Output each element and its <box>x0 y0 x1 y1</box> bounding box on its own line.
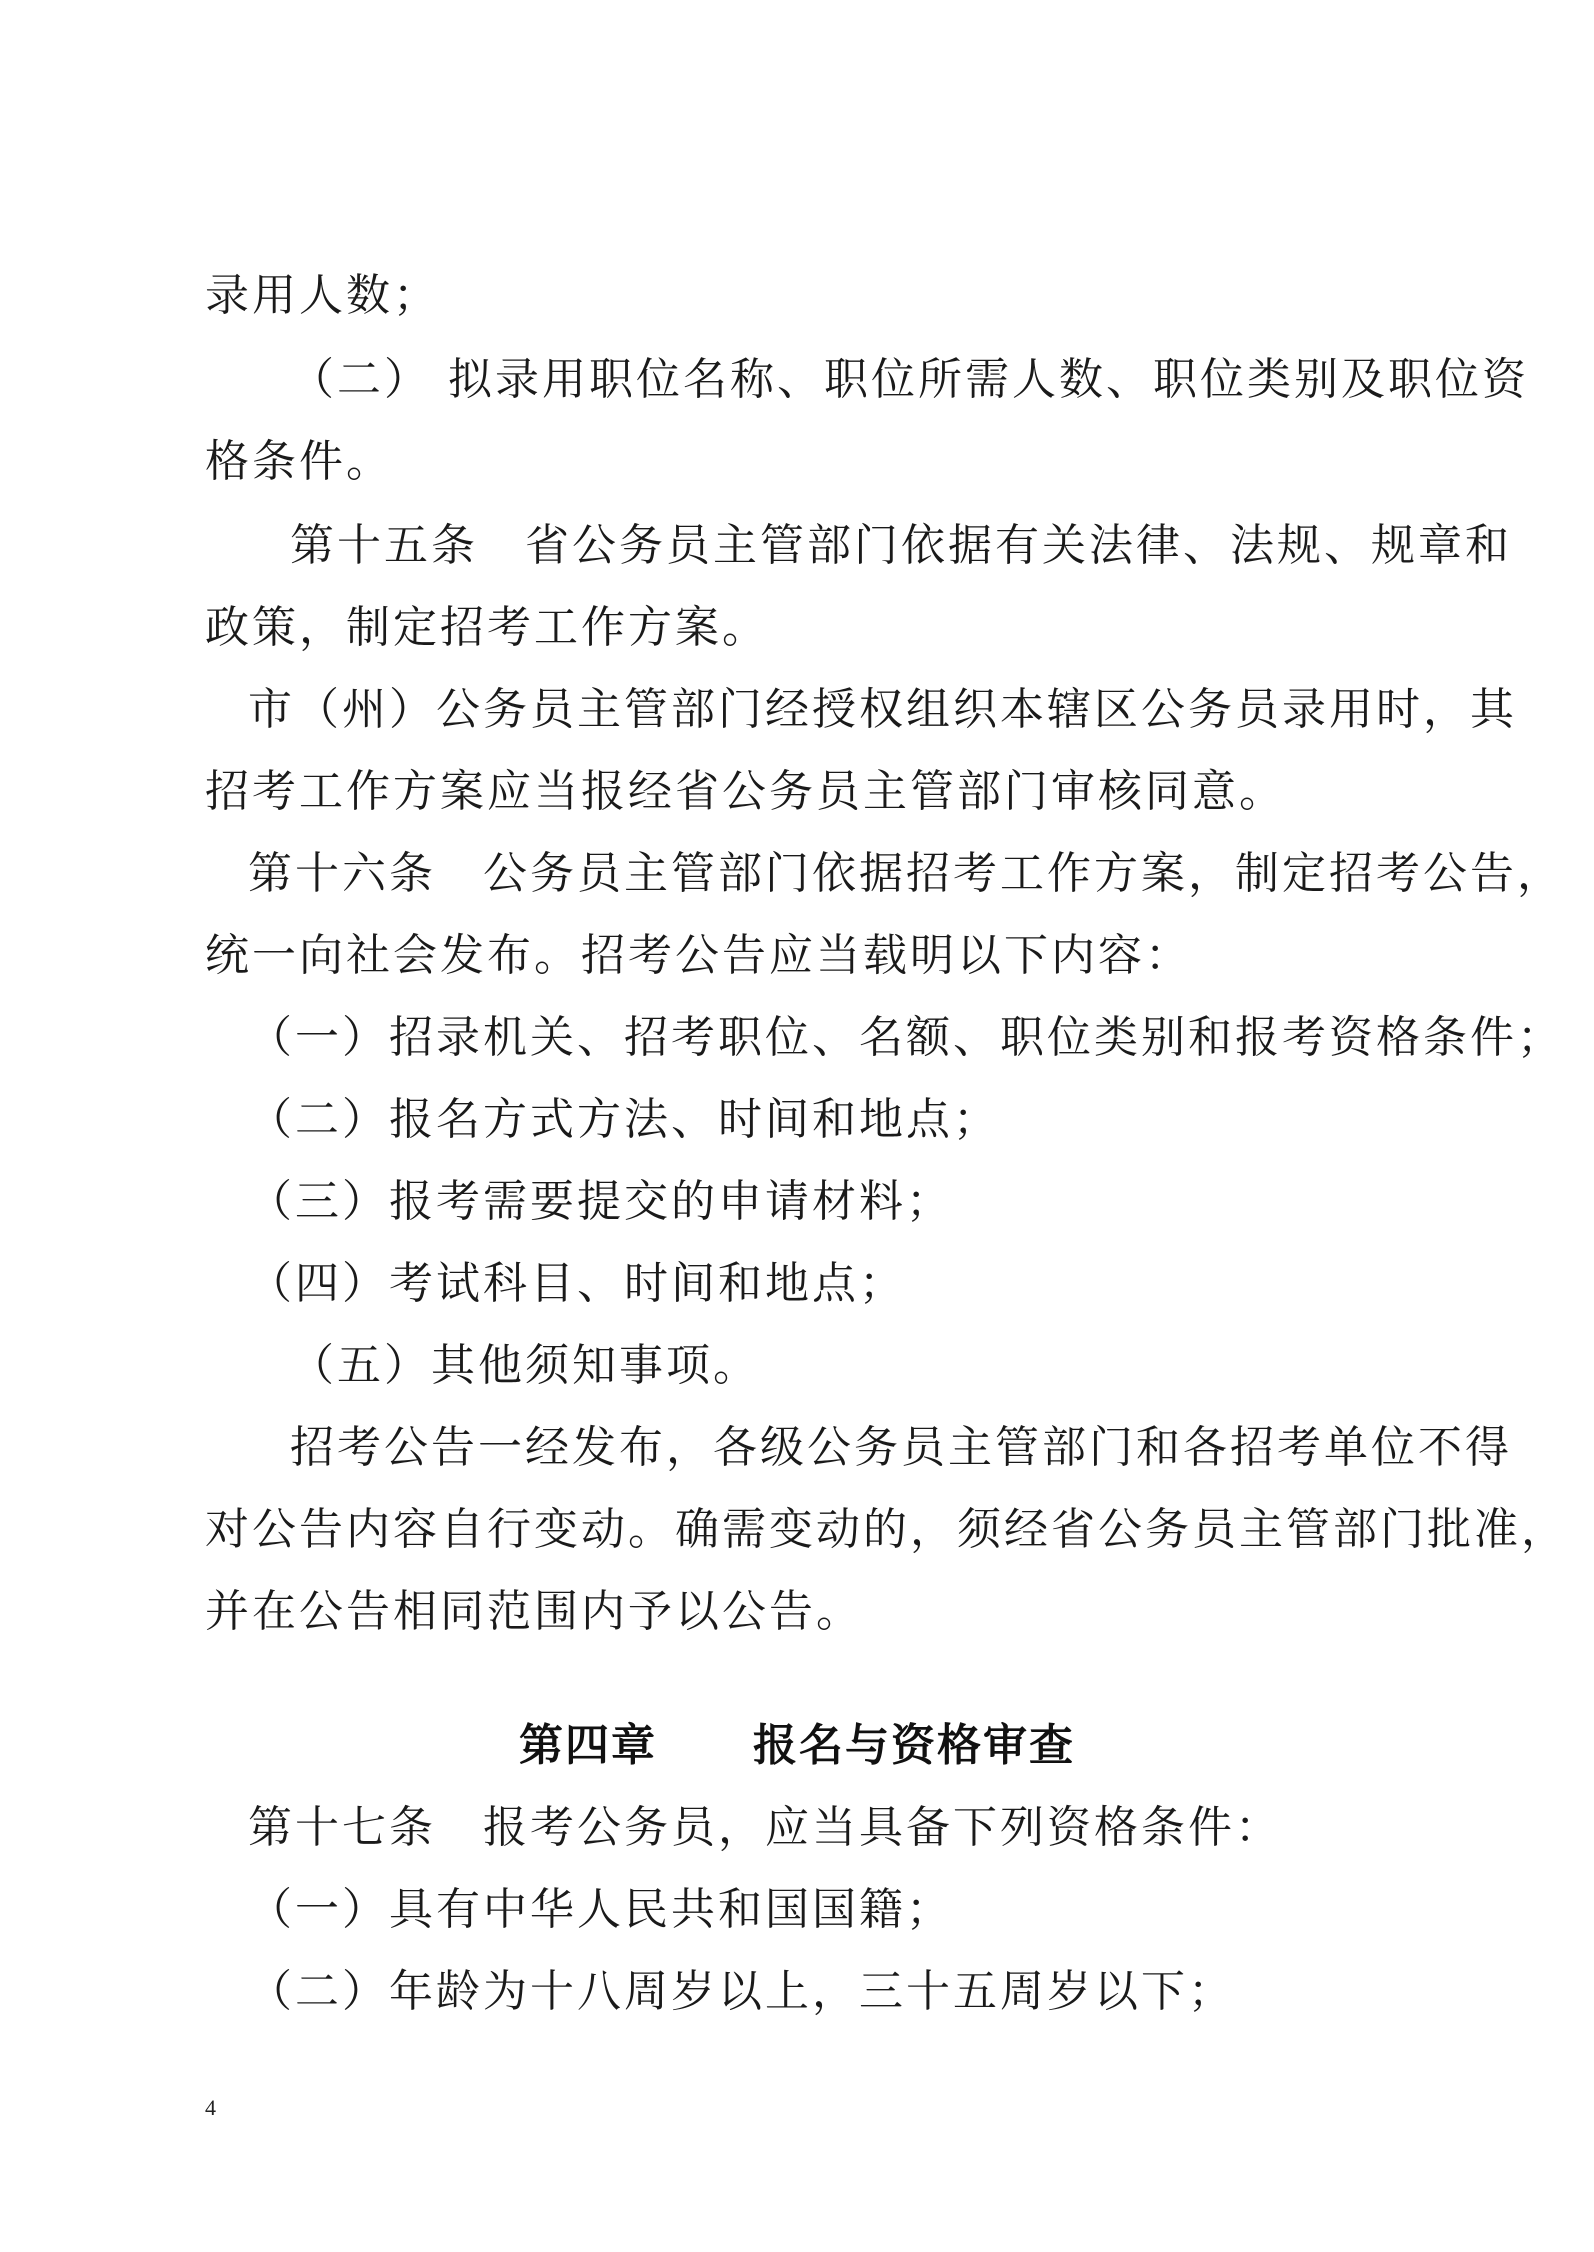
list-item: （四）考试科目、时间和地点； <box>248 1258 906 1309</box>
chapter-title: 报名与资格审查 <box>753 1720 1075 1771</box>
text-line: 对公告内容自行变动。确需变动的，须经省公务员主管部门批准， <box>205 1504 1568 1555</box>
text-line: 招考公告一经发布，各级公务员主管部门和各招考单位不得 <box>290 1422 1512 1473</box>
list-item: （三）报考需要提交的申请材料； <box>248 1176 953 1227</box>
text-line: 招考工作方案应当报经省公务员主管部门审核同意。 <box>205 766 1286 817</box>
list-item: （二）报名方式方法、时间和地点； <box>248 1094 1000 1145</box>
chapter-number: 第四章 <box>519 1720 657 1771</box>
article-paragraph: 第十七条 报考公务员，应当具备下列资格条件： <box>248 1802 1282 1853</box>
text-line: 并在公告相同范围内予以公告。 <box>205 1586 863 1637</box>
chapter-heading <box>0 1718 1594 1774</box>
text-line: 政策，制定招考工作方案。 <box>205 602 769 653</box>
list-item: （二）年龄为十八周岁以上，三十五周岁以下； <box>248 1966 1235 2017</box>
list-item: （一）招录机关、招考职位、名额、职位类别和报考资格条件； <box>248 1012 1564 1063</box>
article-paragraph: 第十五条 省公务员主管部门依据有关法律、法规、规章和 <box>290 520 1512 571</box>
page-number: 4 <box>205 2095 216 2120</box>
list-item: （二） 拟录用职位名称、职位所需人数、职位类别及职位资 <box>290 354 1529 405</box>
text-line: 录用人数； <box>205 270 440 321</box>
text-line: 市（州）公务员主管部门经授权组织本辖区公务员录用时，其 <box>248 684 1517 735</box>
list-item: （五）其他须知事项。 <box>290 1340 760 1391</box>
text-line: 统一向社会发布。招考公告应当载明以下内容： <box>205 930 1192 981</box>
list-item: （一）具有中华人民共和国国籍； <box>248 1884 953 1935</box>
text-line: 格条件。 <box>205 436 393 487</box>
article-paragraph: 第十六条 公务员主管部门依据招考工作方案，制定招考公告， <box>248 848 1564 899</box>
